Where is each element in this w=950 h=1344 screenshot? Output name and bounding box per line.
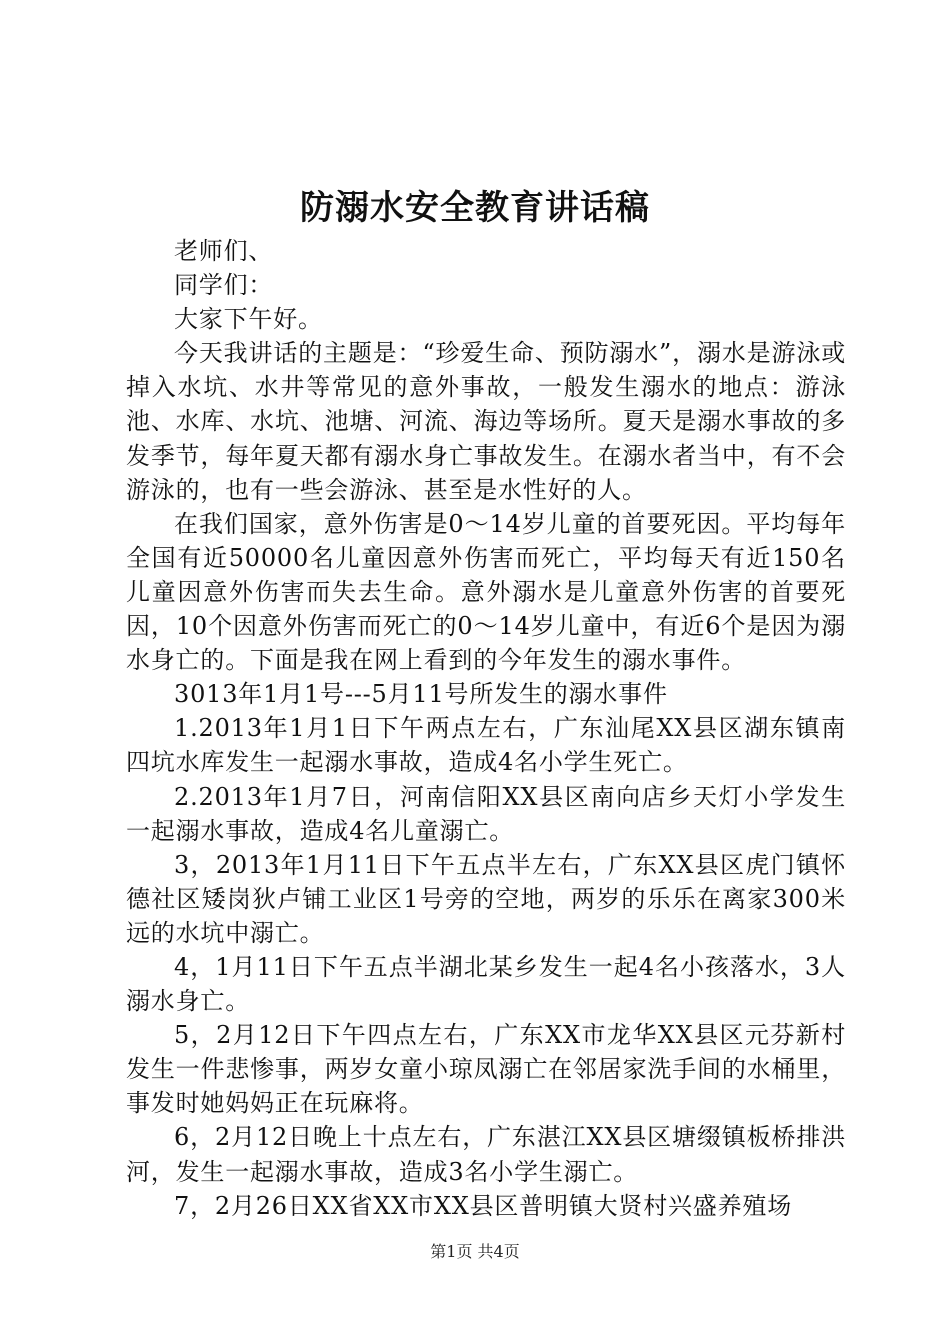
incident-item: 2.2013年1月7日，河南信阳XX县区南向店乡天灯小学发生一起溺水事故，造成4名儿童溺亡。 [126, 782, 846, 845]
page-number-footer: 第1页 共4页 [430, 1242, 520, 1261]
incident-item: 4，1月11日下午五点半湖北某乡发生一起4名小孩落水，3人溺水身亡。 [126, 952, 846, 1016]
document-body [126, 234, 846, 1223]
greeting-students: 同学们： [174, 271, 274, 300]
paragraph-topic: 今天我讲话的主题是：“珍爱生命、预防溺水”，溺水是游泳或掉入水坑、水井等常见的意外事故，一般发生溺水的地点：游泳池、水库、水坑、池塘、河流、海边等场所。夏天是溺水事故的多发季节，每年夏天都有溺水身亡事故发生。在溺水者当中，有不会游泳的，也有一些会游泳、甚至是水性好的人。 [126, 339, 846, 504]
incident-item: 7，2月26日XX省XX市XX县区普明镇大贤村兴盛养殖场 [174, 1191, 792, 1220]
greeting-teachers: 老师们、 [174, 237, 274, 265]
incident-item: 1.2013年1月1日下午两点左右，广东汕尾XX县区湖东镇南四坑水库发生一起溺水事故，造成4名小学生死亡。 [126, 714, 846, 777]
greeting-afternoon: 大家下午好。 [174, 305, 323, 334]
paragraph-statistics: 在我们国家，意外伤害是0～14岁儿童的首要死因。平均每年全国有近50000名儿童因意外伤害而死亡，平均每天有近150名儿童因意外伤害而失去生命。意外溺水是儿童意外伤害的首要死因，10个因意外伤害而死亡的0～14岁儿童中，有近6个是因为溺水身亡的。下面是我在网上看到的今年发生的溺水事件。 [126, 509, 846, 675]
incident-item: 3，2013年1月11日下午五点半左右，广东XX县区虎门镇怀德社区矮岗狄卢铺工业区1号旁的空地，两岁的乐乐在离家300米远的水坑中溺亡。 [126, 850, 846, 947]
incident-item: 5，2月12日下午四点左右，广东XX市龙华XX县区元芬新村发生一件悲惨事，两岁女童小琼凤溺亡在邻居家洗手间的水桶里，事发时她妈妈正在玩麻将。 [126, 1021, 846, 1118]
document-title: 防溺水安全教育讲话稿 [300, 188, 650, 228]
incident-item: 6，2月12日晚上十点左右，广东湛江XX县区塘缀镇板桥排洪河，发生一起溺水事故，造成3名小学生溺亡。 [126, 1123, 846, 1186]
incident-list-heading: 3013年1月1号---5月11号所发生的溺水事件 [174, 680, 668, 709]
